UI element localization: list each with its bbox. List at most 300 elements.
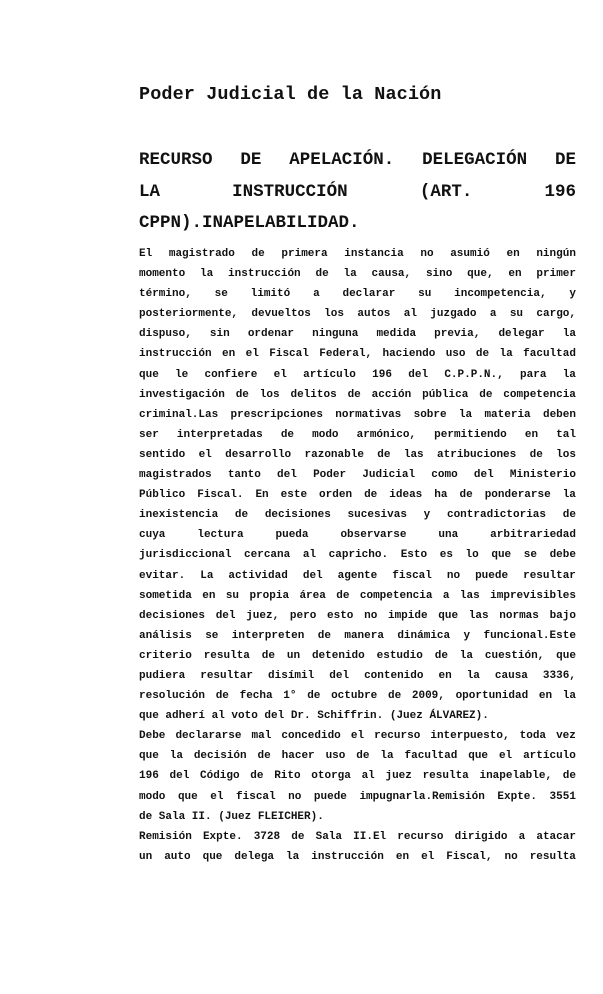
word: su [418, 288, 432, 301]
word: Rito [274, 770, 301, 783]
body-line [139, 445, 576, 465]
word: análisis [139, 629, 192, 642]
word: de [250, 770, 264, 783]
word: deben [542, 408, 576, 421]
word: armónico, [356, 428, 417, 441]
word: uso [325, 750, 346, 763]
body-line [139, 646, 576, 666]
word: se [523, 549, 537, 562]
word: de [562, 509, 576, 522]
word: de [336, 589, 350, 602]
body-line [139, 787, 576, 807]
word: de [235, 388, 249, 401]
word: que [139, 750, 159, 763]
word: interpretadas [176, 428, 263, 441]
word: instrucción [228, 268, 301, 281]
word: su [509, 308, 524, 321]
word: Debe [139, 730, 166, 743]
word: que [177, 790, 198, 803]
word: cargo, [536, 308, 576, 321]
word: su [225, 589, 240, 602]
word: de [529, 448, 543, 461]
word: El [139, 248, 153, 260]
word: concedido [281, 730, 341, 743]
word: de [387, 690, 402, 703]
word: mal [251, 730, 272, 743]
word: tanto [227, 469, 261, 482]
word: orden [319, 489, 353, 502]
word: la [499, 348, 513, 361]
word: no [446, 569, 461, 582]
word: decisiones [139, 609, 206, 622]
body-line [139, 586, 576, 606]
body-line [139, 284, 576, 304]
word: sin [209, 328, 230, 341]
word: sucesivas [347, 509, 407, 522]
word: las [403, 448, 424, 461]
word: 196 [372, 368, 392, 381]
word: Fiscal [269, 348, 309, 361]
word: se [205, 629, 219, 642]
word: el [498, 750, 513, 763]
word: juez [385, 770, 412, 783]
word: estudio [376, 649, 423, 662]
word: a [489, 308, 497, 321]
body-line [139, 666, 576, 686]
word: para [520, 368, 547, 381]
word: atribuciones [437, 448, 517, 461]
word: funcional.Este [483, 629, 576, 642]
word: de [347, 388, 361, 401]
word: prescripciones [230, 408, 323, 421]
word: y [569, 288, 576, 301]
word: de [317, 629, 331, 642]
word: en [506, 248, 520, 260]
word: Código [200, 770, 240, 783]
word: la [562, 489, 576, 502]
word: uso [445, 348, 466, 361]
word: vez [556, 730, 576, 743]
word: cercana [244, 549, 291, 562]
word: previa, [434, 328, 481, 341]
word: Fiscal. [197, 489, 244, 502]
word: ponderarse [484, 489, 551, 502]
word: a [518, 830, 526, 843]
word: fiscal [236, 790, 276, 803]
word: le [175, 368, 189, 381]
word: la [380, 750, 394, 763]
word: confiere [204, 368, 258, 381]
word: delegar [498, 328, 545, 341]
word: Remisión [139, 830, 192, 843]
word: resolución [139, 690, 206, 703]
word: la [200, 268, 214, 281]
word: puede [313, 790, 347, 803]
word: al [302, 549, 317, 562]
word: Judicial [362, 469, 416, 482]
word: en [508, 268, 522, 281]
word: arbitrariedad [490, 529, 576, 542]
word: los [259, 388, 280, 401]
body-line [139, 606, 576, 626]
body-line [139, 626, 576, 646]
word: atacar [536, 830, 576, 843]
word: autos [357, 308, 391, 321]
word: jurisdiccional [139, 549, 232, 562]
page-header: Poder Judicial de la Nación [139, 84, 442, 105]
word: oportunidad [455, 690, 529, 703]
word: que [491, 549, 512, 562]
word: de [280, 428, 295, 441]
word: lectura [197, 529, 244, 542]
word: de [257, 750, 271, 763]
word: recurso [397, 830, 444, 843]
word: asumió [450, 248, 490, 260]
word: pueda [275, 529, 309, 542]
word: juez, [246, 609, 280, 622]
word: de [234, 509, 249, 522]
body-line [139, 304, 576, 324]
word: agente [337, 569, 378, 582]
body-line [139, 324, 576, 344]
word: artículo [303, 368, 356, 381]
word: este [280, 489, 308, 502]
word: a [442, 589, 450, 602]
word: 1° [283, 690, 297, 703]
word: impugnarla.Remisión [359, 790, 485, 803]
word: no [364, 609, 378, 622]
word: fiscal [392, 569, 432, 582]
word: la [562, 368, 576, 381]
word: resultar [200, 669, 254, 682]
word: propia [249, 589, 290, 602]
word: como [431, 469, 458, 482]
word: no [504, 850, 518, 863]
word: se [214, 288, 228, 301]
word: al [403, 308, 417, 321]
word: y [423, 509, 431, 522]
word: del [473, 469, 494, 482]
word: en [524, 428, 539, 441]
word: ninguna [312, 328, 359, 341]
word: Ministerio [509, 469, 576, 482]
word: delitos [290, 388, 337, 401]
word: de [215, 690, 229, 703]
word: del [277, 469, 297, 482]
word: declararse [175, 730, 242, 743]
word: otorga [311, 770, 351, 783]
word: capricho. [328, 549, 389, 562]
word: 196 [139, 770, 159, 783]
body-line [139, 365, 576, 385]
word: cuestión, [484, 649, 545, 662]
word: delega [234, 850, 275, 863]
word: las [468, 609, 489, 622]
word: es [439, 549, 453, 562]
word: de [459, 489, 473, 502]
word: de [479, 388, 493, 401]
word: acción [371, 388, 412, 401]
word: octubre [331, 690, 378, 703]
word: RECURSO [139, 150, 213, 170]
word: dinámica [397, 629, 451, 642]
word: competencia [503, 388, 576, 401]
word: medida [376, 328, 417, 341]
body-line: que adherí al voto del Dr. Schiffrin. (Juez ÁLVAREZ). [139, 710, 489, 723]
word: lo [465, 549, 479, 562]
body-line [139, 566, 576, 586]
word: decisiones [264, 509, 331, 522]
word: haciendo [382, 348, 436, 361]
word: área [299, 589, 326, 602]
document-body [139, 244, 576, 867]
word: causa [494, 669, 528, 682]
word: normativas [335, 408, 402, 421]
word: instrucción [311, 850, 384, 863]
word: impide [387, 609, 428, 622]
word: normas [499, 609, 539, 622]
word: criterio [139, 649, 192, 662]
word: la [459, 649, 473, 662]
word: la [466, 669, 480, 682]
word: en [395, 850, 410, 863]
word: DELEGACIÓN [422, 150, 528, 170]
word: los [556, 448, 576, 461]
word: Expte. [497, 790, 537, 803]
word: modo [139, 790, 166, 803]
word: INSTRUCCIÓN [232, 181, 348, 202]
word: Sala [315, 830, 342, 843]
body-line [139, 766, 576, 786]
body-line [139, 405, 576, 425]
word: modo [312, 428, 339, 441]
body-line [139, 847, 576, 867]
word: La [200, 569, 214, 582]
word: Público [139, 489, 186, 502]
word: decisión [193, 750, 247, 763]
word: actividad [228, 569, 288, 582]
body-line [139, 244, 576, 264]
word: inexistencia [139, 509, 219, 522]
body-line [139, 726, 576, 746]
word: 3728 [253, 830, 281, 843]
word: la [562, 328, 576, 341]
word: (ART. [419, 181, 473, 202]
word: resultar [523, 569, 576, 582]
word: II.El [353, 830, 387, 843]
word: el [273, 368, 287, 381]
word: recurso [374, 730, 421, 743]
body-line [139, 465, 576, 485]
word: hacer [281, 750, 315, 763]
word: los [324, 308, 344, 321]
word: interpreten [231, 629, 305, 642]
word: de [315, 268, 329, 281]
word: de [291, 830, 305, 843]
word: el [245, 348, 259, 361]
word: facultad [523, 348, 576, 361]
word: instrucción [139, 348, 212, 361]
word: que [139, 368, 159, 381]
word: LA [139, 181, 161, 202]
word: el [421, 850, 435, 863]
word: del [408, 368, 429, 381]
word: APELACIÓN. [289, 150, 395, 170]
word: sino [425, 268, 453, 281]
body-line [139, 827, 576, 847]
body-line [139, 425, 576, 445]
document-title [139, 145, 576, 240]
word: pudiera [139, 669, 186, 682]
word: un [139, 850, 153, 863]
word: de [261, 649, 275, 662]
word: manera [344, 629, 384, 642]
word: DE [554, 150, 576, 170]
word: en [222, 348, 236, 361]
word: al [361, 770, 375, 783]
body-line [139, 545, 576, 565]
word: 196 [544, 181, 576, 202]
word: de [356, 750, 370, 763]
word: facultad [404, 750, 458, 763]
body-line: de Sala II. (Juez FLEICHER). [139, 810, 324, 823]
word: no [420, 248, 434, 260]
word: desarrollo [225, 448, 292, 461]
word: ser [139, 428, 159, 441]
word: la [562, 690, 576, 703]
word: magistrado [168, 248, 235, 260]
word: imprevisibles [490, 589, 576, 602]
word: fecha [239, 690, 273, 703]
word: contenido [364, 669, 424, 682]
word: DE [240, 150, 262, 170]
word: de [562, 770, 576, 783]
word: del [215, 609, 236, 622]
word: sentido [139, 448, 186, 461]
word: de [475, 348, 490, 361]
word: la [458, 408, 473, 421]
body-line [139, 344, 576, 364]
body-line [139, 485, 576, 505]
word: primer [536, 268, 576, 281]
word: no [288, 790, 302, 803]
word: toda [519, 730, 547, 743]
word: ordenar [247, 328, 295, 341]
word: del [329, 669, 350, 682]
word: competencia [359, 589, 433, 602]
word: juzgado [430, 308, 477, 321]
word: C.P.P.N., [444, 368, 504, 381]
title-line: CPPN).INAPELABILIDAD. [139, 213, 360, 233]
word: auto [164, 850, 191, 863]
word: tal [556, 428, 576, 441]
word: materia [484, 408, 531, 421]
word: momento [139, 268, 186, 281]
body-line [139, 385, 576, 405]
word: la [286, 850, 300, 863]
word: 3336, [542, 669, 576, 682]
word: que [202, 850, 223, 863]
word: razonable [304, 448, 364, 461]
word: contradictorias [446, 509, 547, 522]
word: pero [289, 609, 317, 622]
word: incompetencia, [454, 288, 547, 301]
word: en [538, 690, 553, 703]
word: En [255, 489, 269, 502]
word: del [302, 569, 323, 582]
body-line [139, 525, 576, 545]
word: dispuso, [139, 328, 192, 341]
word: a [313, 288, 320, 301]
word: sobre [413, 408, 447, 421]
word: limitó [250, 288, 291, 301]
word: devueltos [251, 308, 311, 321]
word: el [350, 730, 365, 743]
word: en [438, 669, 452, 682]
body-line [139, 686, 576, 706]
word: de [377, 448, 391, 461]
word: sometida [139, 589, 192, 602]
word: artículo [523, 750, 576, 763]
word: que [468, 750, 489, 763]
body-line [139, 505, 576, 525]
word: el [210, 790, 224, 803]
word: criminal.Las [139, 408, 219, 421]
word: que, [467, 268, 494, 281]
word: instancia [344, 248, 404, 260]
word: que [556, 649, 576, 662]
word: bajo [549, 609, 576, 622]
word: primera [281, 248, 328, 260]
word: ningún [536, 248, 576, 260]
word: inapelable, [479, 770, 553, 783]
word: Expte. [202, 830, 243, 843]
word: esto [327, 609, 354, 622]
word: cuya [139, 529, 166, 542]
word: puede [475, 569, 509, 582]
word: Poder [313, 469, 347, 482]
word: de [434, 649, 448, 662]
word: término, [139, 288, 192, 301]
word: las [459, 589, 480, 602]
word: que [438, 609, 459, 622]
word: ha [434, 489, 448, 502]
word: y [463, 629, 471, 642]
word: Esto [400, 549, 428, 562]
word: detenido [311, 649, 365, 662]
word: 2009, [411, 690, 445, 703]
word: posteriormente, [139, 308, 239, 321]
body-line [139, 264, 576, 284]
word: Fiscal, [446, 850, 493, 863]
title-line [139, 177, 576, 209]
word: de [364, 489, 378, 502]
word: resulta [422, 770, 469, 783]
word: permitiendo [434, 428, 507, 441]
word: causa, [371, 268, 412, 281]
word: resulta [203, 649, 250, 662]
word: Federal, [319, 348, 373, 361]
word: dirigido [454, 830, 508, 843]
word: 3551 [549, 790, 576, 803]
word: interpuesto, [430, 730, 510, 743]
word: ideas [389, 489, 423, 502]
word: un [286, 649, 301, 662]
word: de [307, 690, 321, 703]
word: la [169, 750, 183, 763]
word: del [169, 770, 190, 783]
word: una [438, 529, 459, 542]
